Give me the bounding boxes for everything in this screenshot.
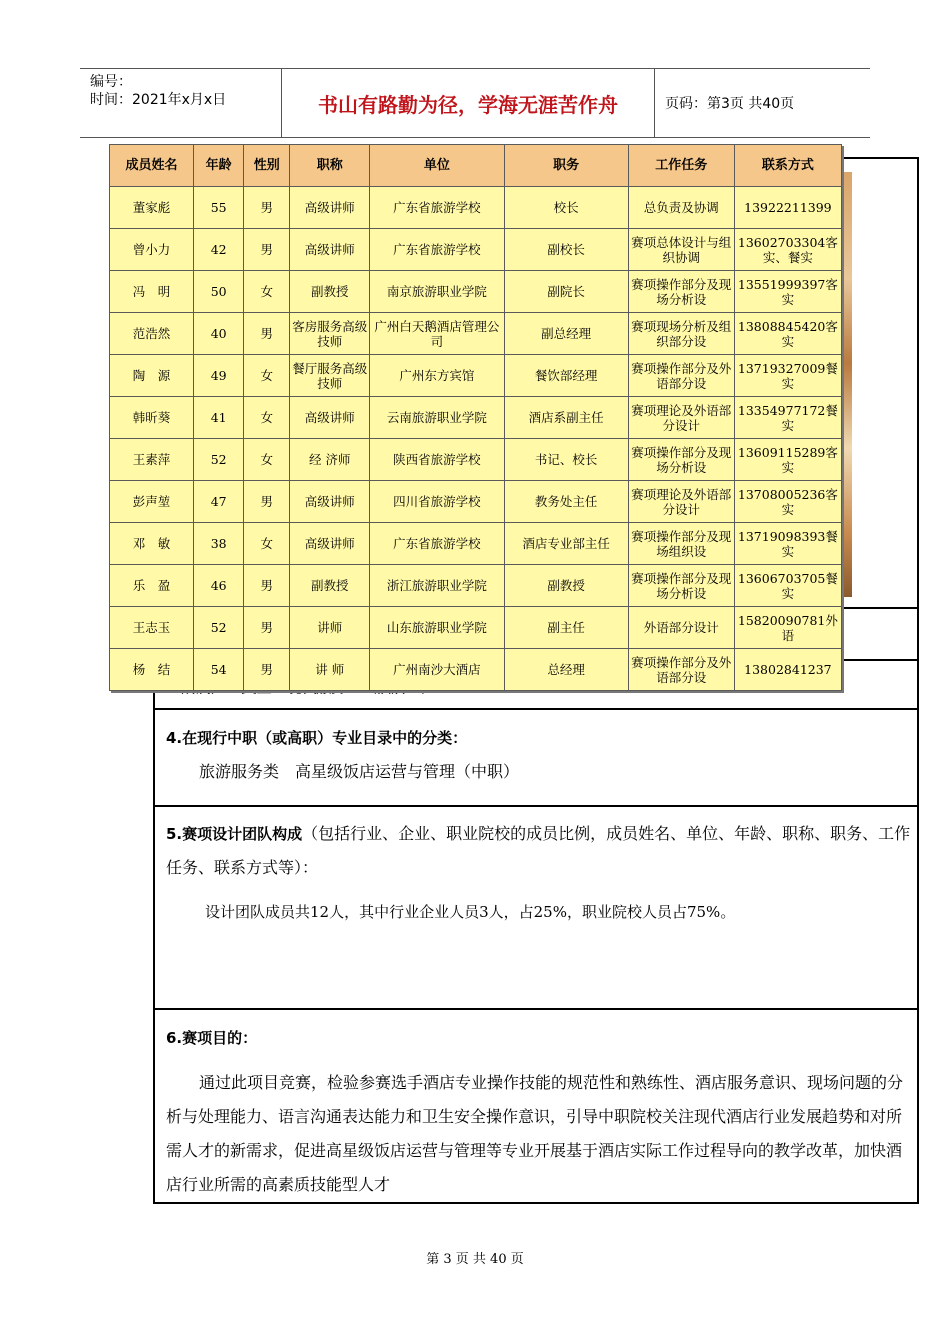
column-header: 职务 <box>504 145 628 187</box>
page-footer: 第 3 页 共 40 页 <box>426 1252 524 1267</box>
doc-date-label: 时间：2021年x月x日 <box>90 92 227 108</box>
member-age: 50 <box>194 271 244 313</box>
member-name: 杨 结 <box>110 649 194 691</box>
member-position: 书记、校长 <box>504 439 628 481</box>
member-title: 副教授 <box>290 271 370 313</box>
member-gender: 男 <box>244 187 290 229</box>
member-position: 总经理 <box>504 649 628 691</box>
member-organization: 广东省旅游学校 <box>370 523 504 565</box>
table-header-row <box>110 145 842 187</box>
member-title: 经 济师 <box>290 439 370 481</box>
member-gender: 女 <box>244 397 290 439</box>
member-organization: 广东省旅游学校 <box>370 187 504 229</box>
member-age: 47 <box>194 481 244 523</box>
member-task: 赛项现场分析及组织部分设 <box>628 313 734 355</box>
column-header: 成员姓名 <box>110 145 194 187</box>
member-position: 副校长 <box>504 229 628 271</box>
member-title: 高级讲师 <box>290 229 370 271</box>
member-contact: 13708005236客实 <box>734 481 841 523</box>
member-organization: 山东旅游职业学院 <box>370 607 504 649</box>
column-header: 单位 <box>370 145 504 187</box>
member-position: 副教授 <box>504 565 628 607</box>
member-name: 陶 源 <box>110 355 194 397</box>
member-contact: 13802841237 <box>734 649 841 691</box>
member-age: 54 <box>194 649 244 691</box>
table-row <box>110 355 842 397</box>
member-gender: 女 <box>244 523 290 565</box>
section-divider <box>153 805 919 807</box>
member-position: 教务处主任 <box>504 481 628 523</box>
member-name: 邓 敏 <box>110 523 194 565</box>
member-age: 41 <box>194 397 244 439</box>
section-5-heading <box>166 817 911 885</box>
member-gender: 男 <box>244 607 290 649</box>
member-position: 副总经理 <box>504 313 628 355</box>
member-task: 赛项操作部分及外语部分设 <box>628 649 734 691</box>
member-task: 总负责及协调 <box>628 187 734 229</box>
table-row <box>110 523 842 565</box>
member-gender: 男 <box>244 481 290 523</box>
team-members-table <box>109 144 842 691</box>
member-position: 酒店专业部主任 <box>504 523 628 565</box>
member-title: 高级讲师 <box>290 523 370 565</box>
section-5-title: 5.赛项设计团队构成 <box>166 825 303 843</box>
member-contact: 13354977172餐实 <box>734 397 841 439</box>
member-name: 曾小力 <box>110 229 194 271</box>
member-position: 副主任 <box>504 607 628 649</box>
member-task: 赛项总体设计与组织协调 <box>628 229 734 271</box>
column-header: 性别 <box>244 145 290 187</box>
header-page-number: 页码：第3页 共40页 <box>665 96 795 112</box>
member-name: 冯 明 <box>110 271 194 313</box>
member-contact: 13602703304客实、餐实 <box>734 229 841 271</box>
section-6-title: 6.赛项目的： <box>166 1029 258 1047</box>
member-age: 55 <box>194 187 244 229</box>
column-header: 职称 <box>290 145 370 187</box>
member-position: 副院长 <box>504 271 628 313</box>
header-motto: 书山有路勤为径，学海无涯苦作舟 <box>282 69 655 137</box>
member-contact: 13719098393餐实 <box>734 523 841 565</box>
member-task: 赛项操作部分及现场分析设 <box>628 439 734 481</box>
member-age: 52 <box>194 439 244 481</box>
table-row <box>110 439 842 481</box>
member-gender: 男 <box>244 649 290 691</box>
member-title: 高级讲师 <box>290 187 370 229</box>
member-task: 赛项操作部分及现场组织设 <box>628 523 734 565</box>
member-organization: 广州白天鹅酒店管理公司 <box>370 313 504 355</box>
header-meta <box>80 69 282 137</box>
member-position: 餐饮部经理 <box>504 355 628 397</box>
member-organization: 陕西省旅游学校 <box>370 439 504 481</box>
member-name: 彭声堃 <box>110 481 194 523</box>
member-task: 赛项操作部分及现场分析设 <box>628 565 734 607</box>
column-header: 工作任务 <box>628 145 734 187</box>
member-task: 赛项操作部分及外语部分设 <box>628 355 734 397</box>
member-position: 校长 <box>504 187 628 229</box>
member-organization: 南京旅游职业学院 <box>370 271 504 313</box>
section-divider <box>153 708 919 710</box>
section-5-title-detail: （包括行业、企业、职业院校的成员比例，成员姓名、单位、年龄、职称、职务、工作任务、联系方式等）： <box>166 824 911 877</box>
member-gender: 女 <box>244 271 290 313</box>
member-name: 韩昕葵 <box>110 397 194 439</box>
member-gender: 男 <box>244 313 290 355</box>
member-contact: 13551999397客实 <box>734 271 841 313</box>
section-4-body: 旅游服务类 高星级饭店运营与管理（中职） <box>199 762 520 781</box>
member-age: 49 <box>194 355 244 397</box>
page-header <box>80 68 870 138</box>
member-title: 副教授 <box>290 565 370 607</box>
member-title: 高级讲师 <box>290 397 370 439</box>
member-gender: 女 <box>244 439 290 481</box>
member-position: 酒店系副主任 <box>504 397 628 439</box>
member-contact: 13609115289客实 <box>734 439 841 481</box>
column-header: 联系方式 <box>734 145 841 187</box>
section-divider <box>153 1008 919 1010</box>
member-organization: 广州东方宾馆 <box>370 355 504 397</box>
member-organization: 浙江旅游职业学院 <box>370 565 504 607</box>
table-row <box>110 313 842 355</box>
table-row <box>110 271 842 313</box>
member-organization: 广州南沙大酒店 <box>370 649 504 691</box>
member-task: 赛项理论及外语部分设计 <box>628 481 734 523</box>
member-organization: 广东省旅游学校 <box>370 229 504 271</box>
member-title: 餐厅服务高级技师 <box>290 355 370 397</box>
table-row <box>110 397 842 439</box>
member-task: 赛项操作部分及现场分析设 <box>628 271 734 313</box>
member-age: 42 <box>194 229 244 271</box>
member-age: 46 <box>194 565 244 607</box>
member-name: 乐 盈 <box>110 565 194 607</box>
member-title: 客房服务高级技师 <box>290 313 370 355</box>
member-gender: 女 <box>244 355 290 397</box>
member-name: 王志玉 <box>110 607 194 649</box>
section-4-title: 4.在现行中职（或高职）专业目录中的分类： <box>166 729 468 747</box>
member-organization: 四川省旅游学校 <box>370 481 504 523</box>
member-name: 董家彪 <box>110 187 194 229</box>
member-contact: 15820090781外语 <box>734 607 841 649</box>
member-age: 52 <box>194 607 244 649</box>
column-header: 年龄 <box>194 145 244 187</box>
background-photo <box>842 172 852 597</box>
member-gender: 男 <box>244 565 290 607</box>
member-contact: 13719327009餐实 <box>734 355 841 397</box>
member-title: 高级讲师 <box>290 481 370 523</box>
member-contact: 13808845420客实 <box>734 313 841 355</box>
member-organization: 云南旅游职业学院 <box>370 397 504 439</box>
member-name: 范浩然 <box>110 313 194 355</box>
section-5-body: 设计团队成员共12人，其中行业企业人员3人，占25%，职业院校人员占75%。 <box>205 903 736 921</box>
member-age: 38 <box>194 523 244 565</box>
member-contact: 13606703705餐实 <box>734 565 841 607</box>
member-title: 讲师 <box>290 607 370 649</box>
section-6-body: 通过此项目竞赛，检验参赛选手酒店专业操作技能的规范性和熟练性、酒店服务意识、现场问题的分析与处理能力、语言沟通表达能力和卫生安全操作意识，引导中职院校关注现代酒店行业发展趋势和对所需人才的新需求，促进高星级饭店运营与管理等专业开展基于酒店实际工作过程导向的教学改革，加快酒店行业所需的高素质技能型人才 <box>166 1073 904 1194</box>
member-age: 40 <box>194 313 244 355</box>
member-contact: 13922211399 <box>734 187 841 229</box>
member-title: 讲 师 <box>290 649 370 691</box>
table-row <box>110 229 842 271</box>
member-name: 王素萍 <box>110 439 194 481</box>
table-row <box>110 607 842 649</box>
doc-number-label: 编号： <box>90 74 132 90</box>
table-row <box>110 565 842 607</box>
table-row <box>110 649 842 691</box>
table-row <box>110 187 842 229</box>
table-row <box>110 481 842 523</box>
member-task: 赛项理论及外语部分设计 <box>628 397 734 439</box>
member-task: 外语部分设计 <box>628 607 734 649</box>
member-gender: 男 <box>244 229 290 271</box>
